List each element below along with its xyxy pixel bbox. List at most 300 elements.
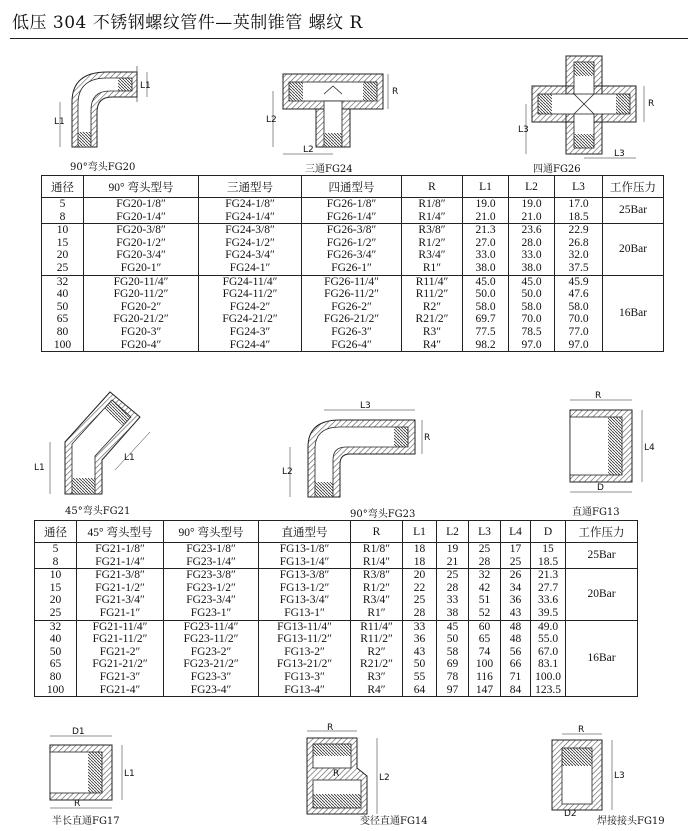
figure-caption: 焊接接头FG19 [597, 816, 665, 827]
header-l2: L2 [437, 521, 469, 543]
table-cell: FG20-1″ [84, 262, 199, 275]
header-l3: L3 [555, 176, 603, 198]
table-cell: FG26-1/2″ [302, 237, 402, 250]
header-l3: L3 [469, 521, 501, 543]
table-cell: FG23-3/4″ [164, 594, 259, 607]
table-cell: R3″ [351, 671, 403, 684]
table-cell: 5 [35, 543, 77, 556]
table-cell: 21.0 [463, 211, 509, 224]
table-cell: 83.1 [531, 658, 566, 671]
table-cell: 10 [42, 224, 84, 237]
table-cell: 100 [42, 339, 84, 352]
table-cell: R3/8″ [402, 224, 463, 237]
table-cell: 43 [403, 646, 437, 659]
dim-label: L2 [379, 773, 390, 783]
table-cell: FG21-3/8″ [77, 569, 164, 582]
header-l1: L1 [403, 521, 437, 543]
table-row [35, 594, 638, 607]
table-cell: R3/4″ [351, 594, 403, 607]
table-cell: 25 [469, 543, 501, 556]
table-row [35, 543, 638, 556]
table-cell: R3″ [402, 326, 463, 339]
table-cell: FG13-3″ [259, 671, 351, 684]
table-cell: FG24-1/2″ [199, 237, 302, 250]
table-cell: FG13-1/4″ [259, 556, 351, 569]
title-divider [10, 38, 688, 39]
elbow-45-fg21-drawing [34, 382, 170, 500]
reducing-coupling-fg14-drawing [295, 723, 395, 820]
table-cell: R21/2″ [402, 313, 463, 326]
page-title: 低压 304 不锈钢螺纹管件—英制锥管 螺纹 R [12, 13, 363, 33]
table-row [35, 658, 638, 671]
table-cell: FG24-1″ [199, 262, 302, 275]
table-cell: 55.0 [531, 633, 566, 646]
table-header-row [42, 176, 664, 198]
header-l4: L4 [501, 521, 531, 543]
table-cell: 23.6 [509, 224, 555, 237]
table-cell: 45 [437, 620, 469, 633]
table-row [35, 671, 638, 684]
table-cell: FG24-4″ [199, 339, 302, 352]
table-cell: 45.0 [463, 275, 509, 288]
dim-label: L2 [282, 467, 293, 477]
table-cell: 15 [531, 543, 566, 556]
table-cell: 50.0 [463, 288, 509, 301]
table-cell: FG26-11/2″ [302, 288, 402, 301]
table-cell: 50 [42, 301, 84, 314]
table-row [35, 607, 638, 620]
table-cell: R3/4″ [402, 249, 463, 262]
table-cell: FG20-1/8″ [84, 198, 199, 211]
table-cell: 19.0 [509, 198, 555, 211]
working-pressure-cell: 16Bar [603, 275, 664, 352]
working-pressure-cell: 20Bar [566, 569, 638, 620]
figure-caption: 90°弯头FG20 [70, 162, 136, 173]
dim-label: D2 [564, 809, 577, 819]
figure-caption: 半长直通FG17 [52, 816, 120, 827]
table-cell: 32 [469, 569, 501, 582]
table-cell: 40 [42, 288, 84, 301]
table-row [35, 569, 638, 582]
header-tee-model: 三通型号 [199, 176, 302, 198]
table-cell: 78.5 [509, 326, 555, 339]
table-cell: 40 [35, 633, 77, 646]
table-cell: FG23-4″ [164, 684, 259, 697]
table-cell: FG20-21/2″ [84, 313, 199, 326]
table-cell: 25 [35, 607, 77, 620]
table-cell: R11/4″ [402, 275, 463, 288]
table-header-row [35, 521, 638, 543]
table-cell: 21 [437, 556, 469, 569]
cross-fg26-drawing [518, 48, 662, 160]
table-cell: FG21-11/4″ [77, 620, 164, 633]
table-cell: 26.8 [555, 237, 603, 250]
dim-label: L1 [140, 81, 151, 91]
table-cell: FG20-2″ [84, 301, 199, 314]
table-cell: FG21-1″ [77, 607, 164, 620]
table-cell: 33.0 [463, 249, 509, 262]
table-row [42, 198, 664, 211]
header-r: R [351, 521, 403, 543]
table-row [35, 684, 638, 697]
table-cell: FG23-1/4″ [164, 556, 259, 569]
table-cell: FG21-21/2″ [77, 658, 164, 671]
table-cell: 20 [403, 569, 437, 582]
table-cell: R11/2″ [402, 288, 463, 301]
table-cell: 67.0 [531, 646, 566, 659]
table-cell: FG21-4″ [77, 684, 164, 697]
table-cell: 25 [403, 594, 437, 607]
table-cell: 39.5 [531, 607, 566, 620]
table-cell: 5 [42, 198, 84, 211]
figure-caption: 90°弯头FG23 [350, 509, 416, 520]
header-l2: L2 [509, 176, 555, 198]
table-row [35, 556, 638, 569]
dim-label: R [648, 99, 655, 109]
table-cell: 58.0 [555, 301, 603, 314]
table-cell: FG20-1/2″ [84, 237, 199, 250]
figure-caption: 直通FG13 [572, 507, 620, 518]
table-cell: 42 [469, 582, 501, 595]
table-row [42, 262, 664, 275]
working-pressure-cell: 25Bar [566, 543, 638, 569]
table-cell: 22.9 [555, 224, 603, 237]
table-cell: 10 [35, 569, 77, 582]
table-cell: 32 [42, 275, 84, 288]
table-cell: R1/8″ [402, 198, 463, 211]
table-cell: 98.2 [463, 339, 509, 352]
table-cell: FG21-1/4″ [77, 556, 164, 569]
table-cell: 38.0 [509, 262, 555, 275]
table-cell: R11/4″ [351, 620, 403, 633]
table-cell: R1/2″ [351, 582, 403, 595]
table-cell: FG21-11/2″ [77, 633, 164, 646]
table-cell: FG23-3/8″ [164, 569, 259, 582]
dim-label: L1 [124, 453, 135, 463]
table-cell: FG13-21/2″ [259, 658, 351, 671]
table-row [42, 301, 664, 314]
table-cell: FG13-3/8″ [259, 569, 351, 582]
table-cell: 25 [501, 556, 531, 569]
header-straight-model: 直通型号 [259, 521, 351, 543]
table-cell: 38 [437, 607, 469, 620]
table-cell: 25 [42, 262, 84, 275]
header-cross-model: 四通型号 [302, 176, 402, 198]
table-cell: 50 [437, 633, 469, 646]
table-cell: FG26-11/4″ [302, 275, 402, 288]
table-cell: 20 [35, 594, 77, 607]
dim-label: D [597, 483, 604, 493]
table-cell: 15 [42, 237, 84, 250]
table-cell: 47.6 [555, 288, 603, 301]
table-cell: 20 [42, 249, 84, 262]
table-cell: 25 [437, 569, 469, 582]
dim-label: R [595, 391, 602, 401]
elbow-90-fg23-drawing [280, 402, 430, 507]
table-cell: 100 [35, 684, 77, 697]
table-cell: 45.0 [509, 275, 555, 288]
table-cell: 66 [501, 658, 531, 671]
table-cell: FG26-1″ [302, 262, 402, 275]
table-cell: 18 [403, 556, 437, 569]
working-pressure-cell: 20Bar [603, 224, 664, 275]
table-cell: 77.5 [463, 326, 509, 339]
table-cell: 50 [35, 646, 77, 659]
figure-caption: 四通FG26 [533, 164, 581, 175]
table-cell: 33.0 [509, 249, 555, 262]
table-cell: R3/8″ [351, 569, 403, 582]
header-working-pressure: 工作压力 [566, 521, 638, 543]
table-cell: FG23-1″ [164, 607, 259, 620]
table-cell: FG24-21/2″ [199, 313, 302, 326]
table-cell: 49.0 [531, 620, 566, 633]
table-cell: R21/2″ [351, 658, 403, 671]
table-cell: R4″ [402, 339, 463, 352]
table-cell: FG20-11/4″ [84, 275, 199, 288]
table-cell: 97.0 [509, 339, 555, 352]
table-cell: FG24-11/4″ [199, 275, 302, 288]
figure-caption: 变径直通FG14 [360, 816, 428, 827]
table-cell: R2″ [351, 646, 403, 659]
table-cell: 97.0 [555, 339, 603, 352]
dim-label: L2 [266, 115, 277, 125]
dim-label: L1 [34, 463, 45, 473]
working-pressure-cell: 16Bar [566, 620, 638, 697]
table-cell: 55 [403, 671, 437, 684]
table-cell: 123.5 [531, 684, 566, 697]
dim-label: L2 [303, 145, 314, 155]
table-cell: FG23-1/2″ [164, 582, 259, 595]
table-cell: FG21-3″ [77, 671, 164, 684]
dim-label: L3 [614, 771, 625, 781]
table-cell: FG13-1/2″ [259, 582, 351, 595]
table-cell: 21.0 [509, 211, 555, 224]
table-row [42, 339, 664, 352]
table-cell: 70.0 [509, 313, 555, 326]
table-cell: 77.0 [555, 326, 603, 339]
table-cell: R1/2″ [402, 237, 463, 250]
table-cell: FG21-3/4″ [77, 594, 164, 607]
table-cell: 69.7 [463, 313, 509, 326]
working-pressure-cell: 25Bar [603, 198, 664, 224]
table-cell: FG20-4″ [84, 339, 199, 352]
table-cell: FG20-1/4″ [84, 211, 199, 224]
table2-spec-table [34, 520, 638, 697]
table-cell: 56 [501, 646, 531, 659]
table-cell: 27.7 [531, 582, 566, 595]
table-cell: R1/8″ [351, 543, 403, 556]
table-cell: FG20-3/4″ [84, 249, 199, 262]
table-cell: FG26-1/8″ [302, 198, 402, 211]
table-cell: R1″ [351, 607, 403, 620]
table-cell: FG13-2″ [259, 646, 351, 659]
table-cell: 37.5 [555, 262, 603, 275]
table-cell: FG24-3″ [199, 326, 302, 339]
table-cell: 19 [437, 543, 469, 556]
table-cell: 50 [403, 658, 437, 671]
table-cell: 8 [42, 211, 84, 224]
table-cell: 97 [437, 684, 469, 697]
table-cell: FG26-3″ [302, 326, 402, 339]
table-cell: R2″ [402, 301, 463, 314]
table-cell: 65 [35, 658, 77, 671]
table-cell: 64 [403, 684, 437, 697]
table-cell: 17.0 [555, 198, 603, 211]
table-cell: 70.0 [555, 313, 603, 326]
table-cell: FG13-11/2″ [259, 633, 351, 646]
table-cell: 36 [501, 594, 531, 607]
dim-label: R [333, 769, 340, 779]
table-cell: 52 [469, 607, 501, 620]
header-working-pressure: 工作压力 [603, 176, 664, 198]
header-nominal-size: 通径 [35, 521, 77, 543]
table-cell: FG13-1″ [259, 607, 351, 620]
table-cell: FG23-1/8″ [164, 543, 259, 556]
table-cell: 21.3 [463, 224, 509, 237]
table-cell: R11/2″ [351, 633, 403, 646]
elbow-90-fg20-drawing [52, 62, 152, 152]
table-cell: FG20-3/8″ [84, 224, 199, 237]
table-cell: FG23-3″ [164, 671, 259, 684]
table-row [42, 326, 664, 339]
dim-label: L1 [54, 117, 65, 127]
table-cell: 21.3 [531, 569, 566, 582]
table-cell: 58.0 [463, 301, 509, 314]
dim-label: R [424, 433, 431, 443]
table-row [42, 211, 664, 224]
table-cell: 36 [403, 633, 437, 646]
table-cell: 38.0 [463, 262, 509, 275]
table-cell: 32 [35, 620, 77, 633]
table-cell: R1″ [402, 262, 463, 275]
header-elbow90-model: 90° 弯头型号 [84, 176, 199, 198]
table-cell: 51 [469, 594, 501, 607]
table-cell: FG24-3/8″ [199, 224, 302, 237]
table-cell: FG13-3/4″ [259, 594, 351, 607]
header-nominal-size: 通径 [42, 176, 84, 198]
table-cell: 28.0 [509, 237, 555, 250]
table-cell: FG21-1/8″ [77, 543, 164, 556]
table-cell: 100.0 [531, 671, 566, 684]
table-cell: FG13-1/8″ [259, 543, 351, 556]
dim-label: R [578, 725, 585, 735]
table-cell: 26 [501, 569, 531, 582]
table-cell: R4″ [351, 684, 403, 697]
table-cell: 27.0 [463, 237, 509, 250]
header-elbow45-model: 45° 弯头型号 [77, 521, 164, 543]
table-cell: 43 [501, 607, 531, 620]
table-cell: 28 [437, 582, 469, 595]
tee-fg24-drawing [268, 64, 408, 159]
dim-label: L3 [518, 125, 529, 135]
table-cell: 58.0 [509, 301, 555, 314]
table-cell: 18.5 [555, 211, 603, 224]
table-cell: FG23-21/2″ [164, 658, 259, 671]
table-cell: 18.5 [531, 556, 566, 569]
table-cell: FG24-2″ [199, 301, 302, 314]
table-cell: FG13-11/4″ [259, 620, 351, 633]
table-row [35, 620, 638, 633]
table-cell: 69 [437, 658, 469, 671]
table-cell: 100 [469, 658, 501, 671]
table-cell: 58 [437, 646, 469, 659]
table-cell: FG23-2″ [164, 646, 259, 659]
table-cell: 48 [501, 620, 531, 633]
table-cell: 22 [403, 582, 437, 595]
table-cell: 33.6 [531, 594, 566, 607]
table-cell: 34 [501, 582, 531, 595]
dim-label: R [392, 87, 399, 97]
table-cell: 28 [469, 556, 501, 569]
table-cell: 33 [403, 620, 437, 633]
table-row [42, 313, 664, 326]
table-cell: 65 [469, 633, 501, 646]
table-row [35, 633, 638, 646]
table-cell: 147 [469, 684, 501, 697]
table-cell: 32.0 [555, 249, 603, 262]
weld-fitting-fg19-drawing [540, 725, 630, 819]
table-row [42, 224, 664, 237]
figure-caption: 三通FG24 [305, 164, 353, 175]
table-cell: FG26-21/2″ [302, 313, 402, 326]
table-cell: FG23-11/2″ [164, 633, 259, 646]
dim-label: R [74, 799, 81, 809]
table-cell: FG24-3/4″ [199, 249, 302, 262]
table-cell: 50.0 [509, 288, 555, 301]
table-cell: FG20-11/2″ [84, 288, 199, 301]
table-cell: 8 [35, 556, 77, 569]
table-cell: FG26-4″ [302, 339, 402, 352]
table-cell: FG26-2″ [302, 301, 402, 314]
dim-label: L3 [360, 401, 371, 411]
header-elbow90-model: 90° 弯头型号 [164, 521, 259, 543]
table-cell: 18 [403, 543, 437, 556]
dim-label: L4 [644, 443, 655, 453]
table-cell: FG21-1/2″ [77, 582, 164, 595]
figure-caption: 45°弯头FG21 [65, 506, 131, 517]
table-cell: FG20-3″ [84, 326, 199, 339]
table-cell: FG24-11/2″ [199, 288, 302, 301]
table-cell: 15 [35, 582, 77, 595]
table-cell: FG24-1/4″ [199, 211, 302, 224]
table-cell: 84 [501, 684, 531, 697]
table-cell: 19.0 [463, 198, 509, 211]
table-cell: 80 [35, 671, 77, 684]
table-cell: 28 [403, 607, 437, 620]
table-cell: 45.9 [555, 275, 603, 288]
table-row [35, 582, 638, 595]
table-row [35, 646, 638, 659]
table-cell: FG26-3/8″ [302, 224, 402, 237]
table-cell: 78 [437, 671, 469, 684]
table1-spec-table [41, 175, 664, 352]
dim-label: L1 [124, 769, 135, 779]
table-cell: 60 [469, 620, 501, 633]
table-cell: FG21-2″ [77, 646, 164, 659]
table-cell: FG26-3/4″ [302, 249, 402, 262]
table-row [42, 237, 664, 250]
table-cell: 65 [42, 313, 84, 326]
dim-label: R [327, 723, 334, 733]
table-cell: 116 [469, 671, 501, 684]
header-l1: L1 [463, 176, 509, 198]
table-row [42, 288, 664, 301]
table-row [42, 275, 664, 288]
dim-label: L3 [614, 149, 625, 159]
table-cell: FG26-1/4″ [302, 211, 402, 224]
half-coupling-fg17-drawing [40, 727, 140, 815]
table-cell: R1/4″ [351, 556, 403, 569]
